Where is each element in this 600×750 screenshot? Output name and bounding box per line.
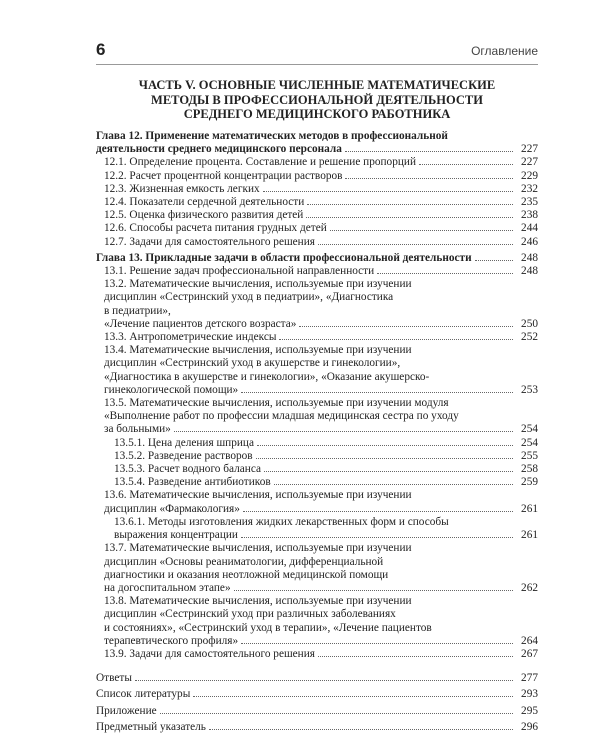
dot-leader — [241, 643, 513, 644]
toc-entry-text: 12.2. Расчет процентной концентрации растворов — [104, 169, 343, 182]
toc-entry-text: 13.5.2. Разведение растворов — [114, 449, 253, 462]
dot-leader — [330, 230, 513, 231]
toc-entry-appendix[interactable] — [96, 705, 538, 718]
dot-leader — [345, 178, 513, 179]
running-header — [96, 40, 538, 65]
toc-chapter-12[interactable] — [96, 130, 538, 156]
toc-entry-text: 13.2. Математические вычисления, используемые при изучении дисциплин «Сестринский уход в педиатрии», «Диагностика в педиатрии», — [104, 278, 412, 317]
dot-leader — [345, 151, 513, 152]
dot-leader — [193, 696, 513, 697]
toc-page-number: 296 — [521, 720, 538, 733]
toc-page-number: 252 — [521, 331, 538, 344]
toc-entry-12-5[interactable] — [96, 209, 538, 222]
toc-page-number: 261 — [521, 502, 538, 515]
toc-page-number: 295 — [521, 704, 538, 717]
toc-entry-13-4[interactable] — [96, 344, 538, 397]
dot-leader — [209, 729, 513, 730]
toc-page-number: 250 — [521, 317, 538, 330]
toc-page-number: 227 — [521, 156, 538, 169]
dot-leader — [160, 713, 513, 714]
toc-entry-12-4[interactable] — [96, 196, 538, 209]
toc-entry-text: 12.7. Задачи для самостоятельного решения — [104, 235, 315, 248]
dot-leader — [257, 445, 513, 446]
toc-entry-subject-index[interactable] — [96, 721, 538, 734]
toc-page-number: 264 — [521, 634, 538, 647]
toc-entry-text: 12.1. Определение процента. Составление и решение пропорций — [104, 156, 416, 169]
toc-entry-13-9[interactable] — [96, 648, 538, 661]
toc-entry-13-6-1[interactable] — [96, 516, 538, 542]
toc-entry-13-3[interactable] — [96, 331, 538, 344]
toc-entry-text: 13.5. Математические вычисления, используемые при изучении модуля «Выполнение работ по профессии младшая медицинская сестра по уходу — [104, 397, 459, 423]
dot-leader — [475, 260, 513, 261]
toc-entry-text: Список литературы — [96, 688, 191, 701]
dot-leader — [263, 191, 513, 192]
dot-leader — [307, 204, 513, 205]
toc-entry-text: «Лечение пациентов детского возраста» — [104, 317, 297, 330]
toc-entry-13-6[interactable] — [96, 489, 538, 515]
toc-page-number: 254 — [521, 436, 538, 449]
dot-leader — [318, 244, 513, 245]
toc-entry-12-1[interactable] — [96, 156, 538, 169]
toc-page-number: 246 — [521, 235, 538, 248]
toc-entry-text: терапевтического профиля» — [104, 634, 239, 647]
dot-leader — [234, 590, 513, 591]
toc-page-number: 259 — [521, 476, 538, 489]
part-title: ЧАСТЬ V. ОСНОВНЫЕ ЧИСЛЕННЫЕ МАТЕМАТИЧЕСКИЕ МЕТОДЫ В ПРОФЕССИОНАЛЬНОЙ ДЕЯТЕЛЬНОСТИ СРЕДНЕГО МЕДИЦИНСКОГО РАБОТНИКА — [138, 78, 496, 121]
dot-leader — [274, 484, 513, 485]
toc-entry-text: 13.3. Антропометрические индексы — [104, 331, 277, 344]
toc-entry-13-5-2[interactable] — [96, 450, 538, 463]
toc-entry-13-5[interactable] — [96, 397, 538, 437]
toc-entry-text: выражения концентрации — [114, 529, 238, 542]
dot-leader — [377, 273, 513, 274]
toc-entry-12-7[interactable] — [96, 236, 538, 249]
toc-entry-13-1[interactable] — [96, 265, 538, 278]
toc-entry-text: 13.7. Математические вычисления, используемые при изучении дисциплин «Основы реаниматологии, дифференциальной диагностики и оказания неотложной медицинской помощи — [104, 542, 412, 581]
toc-entry-13-5-3[interactable] — [96, 463, 538, 476]
toc-chapter-13[interactable] — [96, 252, 538, 265]
dot-leader — [299, 326, 513, 327]
dot-leader — [243, 511, 513, 512]
toc-entry-answers[interactable] — [96, 672, 538, 685]
dot-leader — [264, 471, 513, 472]
toc-entry-13-5-4[interactable] — [96, 476, 538, 489]
toc-entry-12-6[interactable] — [96, 222, 538, 235]
toc-entry-text: Предметный указатель — [96, 720, 206, 733]
toc-entry-text: 13.8. Математические вычисления, используемые при изучении дисциплин «Сестринский уход при различных заболеваниях и состояниях», «Сестринский уход в терапии», «Лечение пациентов — [104, 595, 432, 634]
table-of-contents — [96, 130, 538, 734]
toc-entry-13-8[interactable] — [96, 595, 538, 648]
dot-leader — [174, 431, 513, 432]
toc-entry-text: за больными» — [104, 423, 171, 436]
toc-page-number: 238 — [521, 209, 538, 222]
toc-page-number: 232 — [521, 182, 538, 195]
running-title: Оглавление — [471, 44, 538, 58]
dot-leader — [135, 680, 513, 681]
toc-page-number: 244 — [521, 222, 538, 235]
dot-leader — [279, 339, 513, 340]
toc-entry-text: Глава 13. Прикладные задачи в области профессиональной деятельности — [96, 251, 472, 264]
toc-page-number: 248 — [521, 265, 538, 278]
page-number: 6 — [96, 40, 106, 59]
toc-page-number: 258 — [521, 463, 538, 476]
toc-entry-13-7[interactable] — [96, 542, 538, 595]
toc-entry-bibliography[interactable] — [96, 688, 538, 701]
toc-entry-12-3[interactable] — [96, 183, 538, 196]
toc-page-number: 235 — [521, 196, 538, 209]
toc-entry-text: 13.1. Решение задач профессиональной направленности — [104, 265, 375, 278]
toc-page-number: 253 — [521, 383, 538, 396]
toc-entry-text: 13.6.1. Методы изготовления жидких лекарственных форм и способы — [114, 515, 449, 528]
dot-leader — [241, 392, 513, 393]
toc-page-number: 277 — [521, 672, 538, 685]
toc-page-number: 262 — [521, 581, 538, 594]
toc-page-number: 261 — [521, 529, 538, 542]
toc-entry-13-2[interactable] — [96, 278, 538, 331]
toc-page-number: 293 — [521, 688, 538, 701]
toc-entry-text: дисциплин «Фармакология» — [104, 502, 240, 515]
toc-entry-text: гинекологической помощи» — [104, 383, 239, 396]
toc-entry-13-5-1[interactable] — [96, 437, 538, 450]
toc-entry-text: на догоспитальном этапе» — [104, 581, 231, 594]
toc-page-number: 267 — [521, 647, 538, 660]
dot-leader — [256, 458, 513, 459]
toc-entry-text: 13.5.3. Расчет водного баланса — [114, 463, 262, 476]
toc-entry-text: 12.4. Показатели сердечной деятельности — [104, 196, 305, 209]
toc-entry-text: деятельности среднего медицинского персонала — [96, 143, 342, 156]
toc-page-number: 229 — [521, 169, 538, 182]
toc-entry-text: Ответы — [96, 672, 132, 685]
toc-entry-text: 13.5.4. Разведение антибиотиков — [114, 476, 271, 489]
toc-entry-text: Приложение — [96, 704, 157, 717]
toc-entry-text: 12.6. Способы расчета питания грудных детей — [104, 222, 327, 235]
toc-entry-text: 12.5. Оценка физического развития детей — [104, 209, 304, 222]
dot-leader — [306, 217, 513, 218]
toc-entry-text: 13.4. Математические вычисления, используемые при изучении дисциплин «Сестринский уход в акушерстве и гинекологии», «Диагностика в акушерстве и гинекологии», «Оказание акушерско- — [104, 344, 430, 383]
toc-entry-text: 13.9. Задачи для самостоятельного решения — [104, 647, 315, 660]
toc-page-number: 248 — [521, 251, 538, 264]
toc-entry-12-2[interactable] — [96, 170, 538, 183]
toc-page-number: 255 — [521, 449, 538, 462]
toc-page-number: 227 — [521, 143, 538, 156]
toc-entry-text: Глава 12. Применение математических методов в профессиональной — [96, 130, 448, 142]
dot-leader — [241, 537, 513, 538]
toc-entry-text: 13.5.1. Цена деления шприца — [114, 436, 254, 449]
toc-entry-text: 13.6. Математические вычисления, используемые при изучении — [104, 489, 412, 502]
toc-page-number: 254 — [521, 423, 538, 436]
dot-leader — [419, 164, 513, 165]
toc-entry-text: 12.3. Жизненная емкость легких — [104, 182, 260, 195]
dot-leader — [318, 656, 513, 657]
